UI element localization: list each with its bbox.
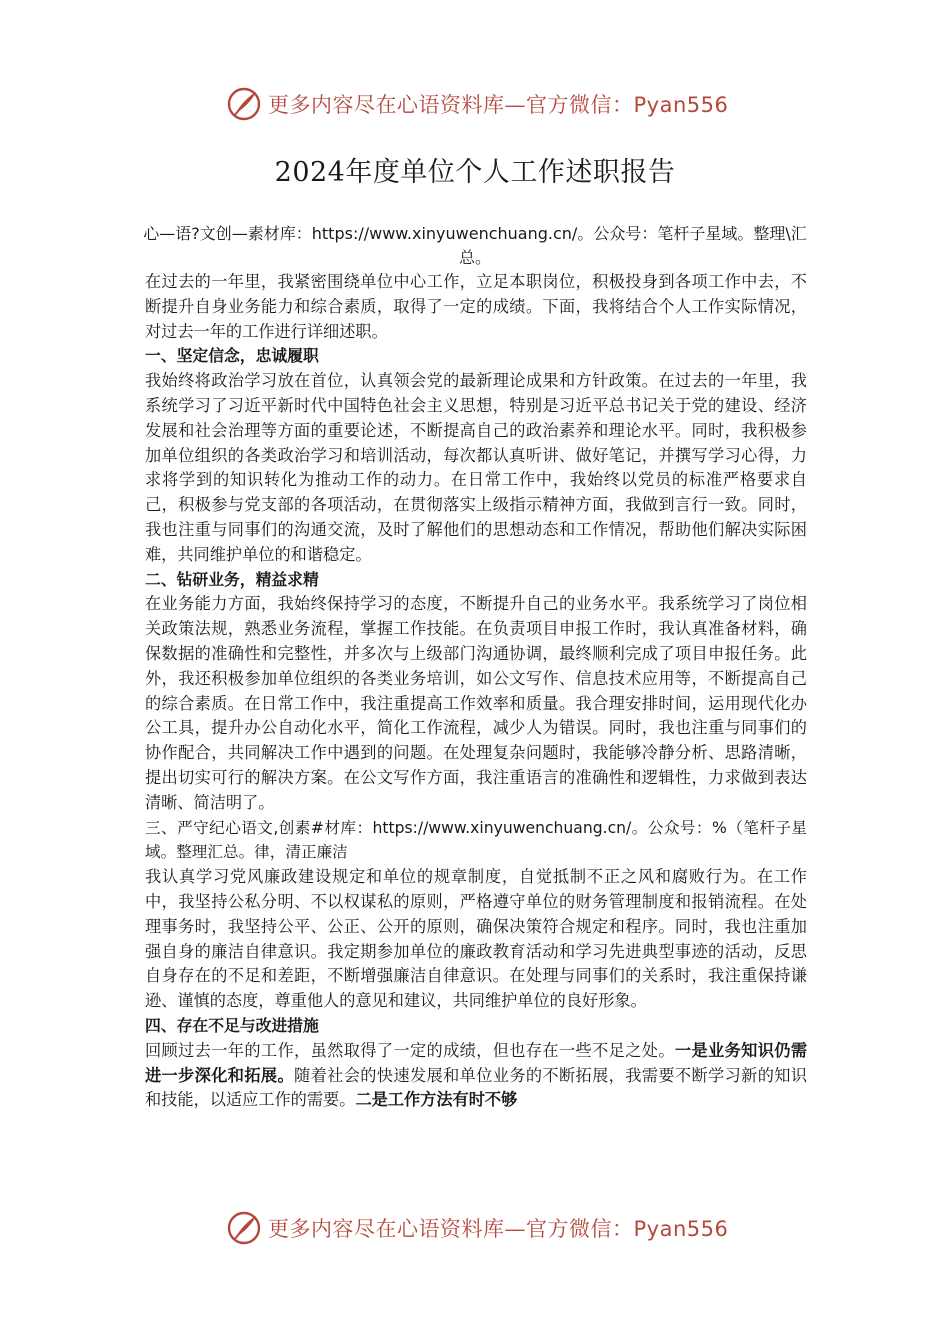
section-body-1: 我始终将政治学习放在首位，认真领会党的最新理论成果和方针政策。在过去的一年里，我系统学习了习近平新时代中国特色社会主义思想，特别是习近平总书记关于党的建设、经济发展和社会治理等方面的重要论述，不断提高自己的政治素养和理论水平。同时，我积极参加单位组织的各类政治学习和培训活动，每次都认真听讲、做好笔记，并撰写学习心得，力求将学到的知识转化为推动工作的动力。在日常工作中，我始终以党员的标准严格要求自己，积极参与党支部的各项活动，在贯彻落实上级指示精神方面，我做到言行一致。同时，我也注重与同事们的沟通交流，及时了解他们的思想动态和工作情况，帮助他们解决实际困难，共同维护单位的和谐稳定。 [145, 371, 807, 564]
banner-text: 更多内容尽在心语资料库—官方微信：Pyan556 [268, 93, 729, 117]
source-line: 心—语?文创—素材库：https://www.xinyuwenchuang.cn/。公众号：笔杆子星域。整理\汇总。 [143, 224, 807, 267]
document-body [145, 270, 807, 1113]
section-heading-4: 四、存在不足与改进措施 [145, 1015, 319, 1035]
section-body-4-point-1: 一是业务知识仍需进一步深化和拓展。 [145, 1040, 808, 1085]
banner-wechat-id: Pyan556 [633, 93, 729, 117]
section-body-4 [145, 1039, 807, 1113]
header-watermark-banner [226, 84, 728, 124]
intro-paragraph: 在过去的一年里，我紧密围绕单位中心工作，立足本职岗位，积极投身到各项工作中去，不断提升自身业务能力和综合素质，取得了一定的成绩。下面，我将结合个人工作实际情况，对过去一年的工作进行详细述职。 [145, 272, 807, 341]
section-heading-2: 二、钻研业务，精益求精 [145, 569, 319, 589]
section-body-2: 在业务能力方面，我始终保持学习的态度，不断提升自己的业务水平。我系统学习了岗位相关政策法规，熟悉业务流程，掌握工作技能。在负责项目申报工作时，我认真准备材料，确保数据的准确性和完整性，并多次与上级部门沟通协调，最终顺利完成了项目申报任务。此外，我还积极参加单位组织的各类业务培训，如公文写作、信息技术应用等，不断提高自己的综合素质。在日常工作中，我注重提高工作效率和质量。我合理安排时间，运用现代化办公工具，提升办公自动化水平，简化工作流程，减少人为错误。同时，我也注重与同事们的协作配合，共同解决工作中遇到的问题。在处理复杂问题时，我能够冷静分析、思路清晰，提出切实可行的解决方案。在公文写作方面，我注重语言的准确性和逻辑性，力求做到表达清晰、简洁明了。 [145, 594, 807, 812]
section-body-4-point-2: 二是工作方法有时不够 [355, 1090, 518, 1110]
document-title: 2024年度单位个人工作述职报告 [274, 157, 676, 188]
section-body-3: 我认真学习党风廉政建设规定和单位的规章制度，自觉抵制不正之风和腐败行为。在工作中，我坚持公私分明、不以权谋私的原则，严格遵守单位的财务管理制度和报销流程。在处理事务时，我坚持公平、公正、公开的原则，确保决策符合规定和程序。同时，我也注重加强自身的廉洁自律意识。我定期参加单位的廉政教育活动和学习先进典型事迹的活动，反思自身存在的不足和差距，不断增强廉洁自律意识。在处理与同事们的关系时，我注重保持谦逊、谨慎的态度，尊重他人的意见和建议，共同维护单位的良好形象。 [145, 867, 807, 1011]
footer-watermark-banner [226, 1208, 728, 1248]
banner-wechat-id: Pyan556 [633, 1217, 729, 1241]
section-body-4-part-1: 回顾过去一年的工作，虽然取得了一定的成绩，但也存在一些不足之处。 [145, 1040, 675, 1060]
section-body-4-part-2: 随着社会的快速发展和单位业务的不断拓展，我需要不断学习新的知识和技能，以适应工作的需要。 [145, 1065, 808, 1110]
quill-logo-icon [226, 1210, 262, 1246]
section-heading-3: 三、严守纪心语文,创素#材库：https://www.xinyuwenchuang.cn/。公众号：%（笔杆子星域。整理汇总。律，清正廉洁 [145, 818, 807, 862]
banner-text: 更多内容尽在心语资料库—官方微信：Pyan556 [268, 1217, 729, 1241]
section-heading-1: 一、坚定信念，忠诚履职 [145, 346, 319, 366]
quill-logo-icon [226, 86, 262, 122]
